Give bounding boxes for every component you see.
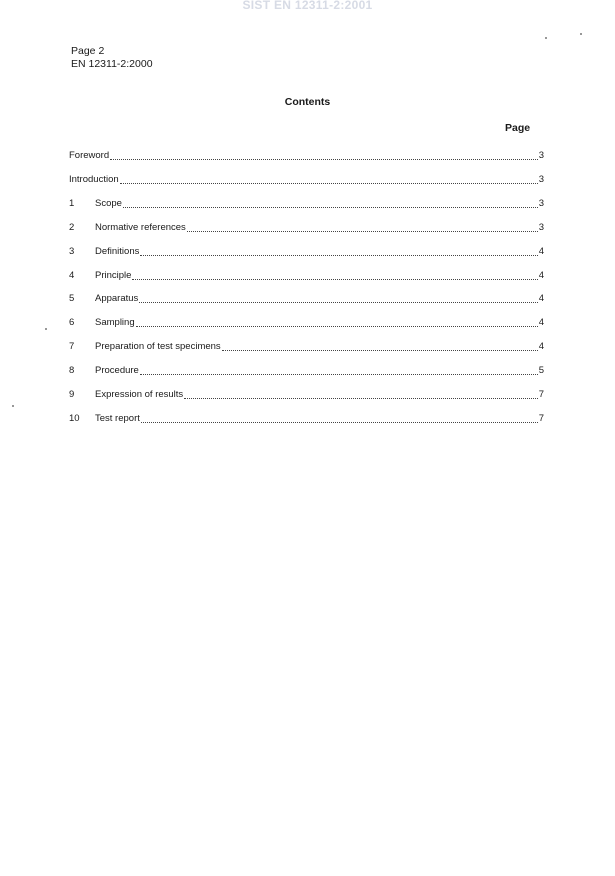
toc-entry[interactable] — [67, 268, 544, 282]
toc-entry-page: 4 — [538, 269, 544, 281]
toc-entry-page: 4 — [538, 293, 544, 305]
toc-dot-leader — [141, 421, 538, 423]
toc-entry-title: Expression of results — [95, 389, 184, 400]
page-header — [71, 45, 153, 71]
toc-entry-page: 5 — [538, 365, 544, 377]
scan-speck — [12, 405, 14, 407]
toc-entry-title: Procedure — [95, 365, 139, 377]
toc-entry[interactable] — [67, 387, 544, 401]
toc-entry-title: Principle — [95, 269, 132, 281]
toc-dot-leader — [140, 254, 537, 256]
toc-dot-leader — [140, 373, 538, 375]
toc-dot-leader — [123, 206, 538, 208]
toc-dot-leader — [139, 301, 537, 303]
toc-entry-number: 9 — [69, 389, 75, 400]
toc-dot-leader — [110, 158, 538, 160]
toc-entry[interactable] — [67, 148, 544, 162]
toc-entry-title: Sampling — [95, 317, 135, 329]
toc-entry-title: Introduction — [69, 173, 119, 185]
contents-title: Contents — [284, 96, 331, 108]
toc-entry[interactable] — [67, 172, 544, 186]
toc-entry-title: Scope — [95, 197, 122, 209]
toc-entry-title: Definitions — [95, 245, 140, 257]
toc-entry[interactable] — [67, 363, 544, 377]
watermark: SIST EN 12311-2:2001 — [242, 0, 373, 12]
document-id: EN 12311-2:2000 — [71, 58, 153, 70]
toc-entry[interactable] — [67, 244, 544, 258]
toc-dot-leader — [120, 182, 538, 184]
toc-entry[interactable] — [67, 291, 544, 305]
toc-entry-title: Apparatus — [95, 293, 139, 305]
toc-entry-title: Normative references — [95, 221, 186, 233]
toc-entry-number: 5 — [69, 293, 75, 305]
scan-speck — [45, 328, 47, 330]
page-column-label: Page — [505, 122, 531, 134]
toc-entry-number: 3 — [69, 245, 75, 257]
scan-speck — [545, 37, 547, 39]
toc-entry[interactable] — [67, 315, 544, 329]
toc-entry-page: 3 — [538, 173, 544, 185]
toc-entry-title: Preparation of test specimens — [95, 341, 221, 353]
toc-entry[interactable] — [67, 339, 544, 353]
toc-entry-page: 3 — [538, 197, 544, 209]
page-number-label: Page 2 — [71, 45, 105, 57]
toc-dot-leader — [132, 278, 537, 280]
toc-entry-number: 4 — [69, 269, 75, 281]
toc-dot-leader — [187, 230, 538, 232]
toc-entry[interactable] — [67, 196, 544, 210]
toc-entry-number: 7 — [69, 341, 75, 353]
toc-entry-page: 3 — [538, 221, 544, 233]
toc-entry-number: 1 — [69, 197, 75, 209]
toc-dot-leader — [222, 349, 538, 351]
toc-entry-number: 10 — [69, 412, 80, 424]
toc-dot-leader — [184, 397, 538, 399]
toc-entry-title: Test report — [95, 412, 140, 424]
toc-entry-page: 7 — [538, 412, 544, 424]
toc-entry-number: 8 — [69, 365, 75, 377]
scan-speck — [580, 33, 582, 35]
toc-dot-leader — [136, 325, 538, 327]
toc-entry-page: 4 — [538, 317, 544, 329]
toc-entry-number: 2 — [69, 221, 75, 233]
toc-entry-number: 6 — [69, 317, 75, 329]
toc-entry-page: 7 — [538, 389, 544, 400]
toc-entry-page: 4 — [538, 245, 544, 257]
toc-entry-title: Foreword — [69, 150, 110, 161]
toc-entry-page: 3 — [538, 150, 544, 161]
toc-entry[interactable] — [67, 411, 544, 425]
toc-entry[interactable] — [67, 220, 544, 234]
toc-entry-page: 4 — [538, 341, 544, 353]
